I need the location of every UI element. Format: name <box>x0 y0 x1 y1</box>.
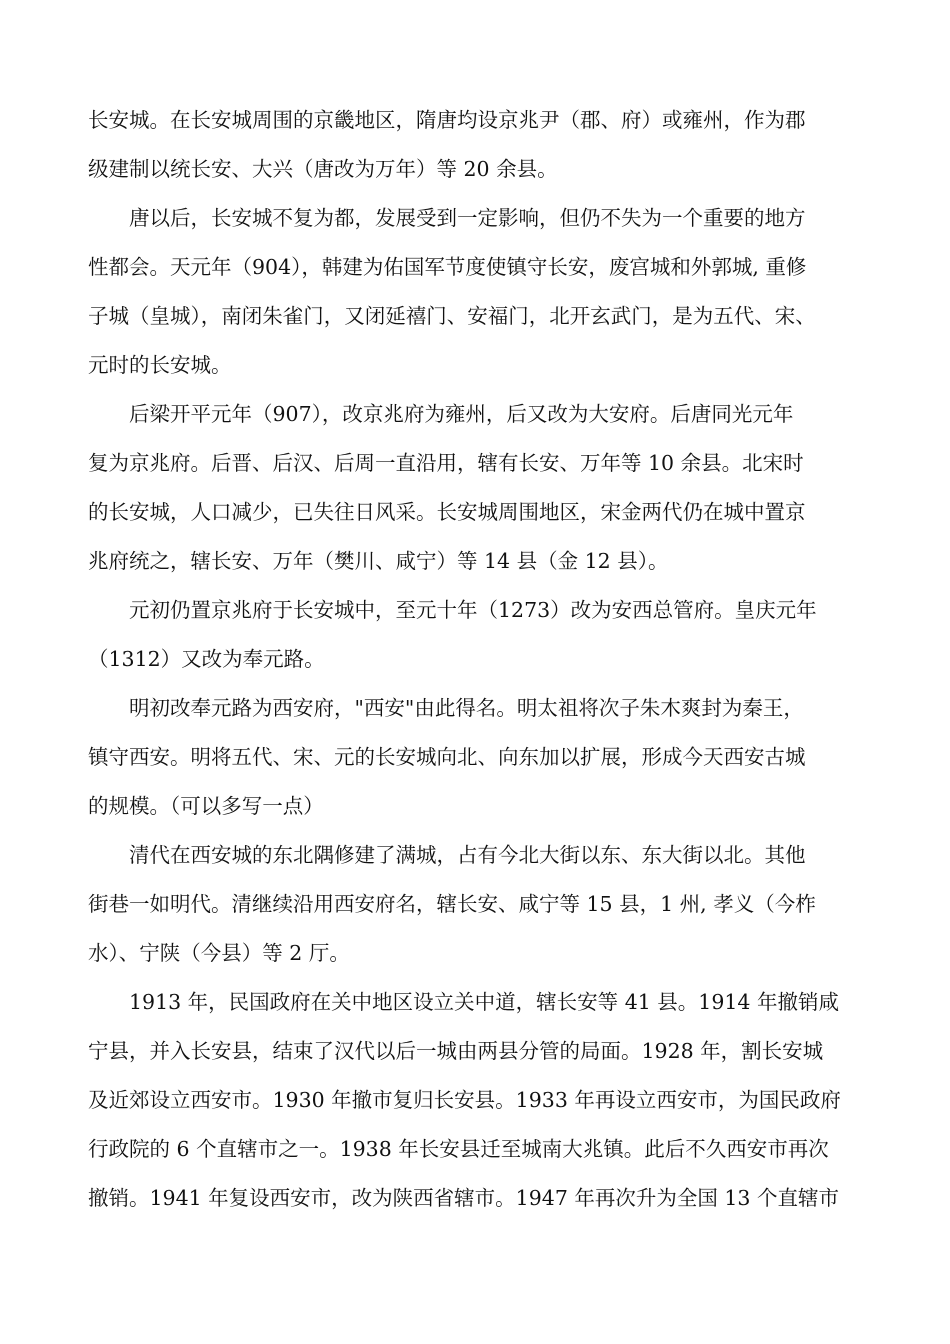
text-line: 及近郊设立西安市。1930 年撤市复归长安县。1933 年再设立西安市，为国民政府 <box>88 1088 841 1112</box>
text-line: 行政院的 6 个直辖市之一。1938 年长安县迁至城南大兆镇。此后不久西安市再次 <box>88 1137 829 1161</box>
text-line: 复为京兆府。后晋、后汉、后周一直沿用，辖有长安、万年等 10 余县。北宋时 <box>88 451 804 475</box>
text-line: （1312）又改为奉元路。 <box>88 647 325 671</box>
text-line: 的规模。（可以多写一点） <box>88 794 324 818</box>
text-line: 兆府统之，辖长安、万年（樊川、咸宁）等 14 县（金 12 县）。 <box>88 549 669 573</box>
text-line: 宁县，并入长安县，结束了汉代以后一城由两县分管的局面。1928 年，割长安城 <box>88 1039 824 1063</box>
text-line: 清代在西安城的东北隅修建了满城，占有今北大街以东、东大街以北。其他 <box>88 843 806 867</box>
text-line: 长安城。在长安城周围的京畿地区，隋唐均设京兆尹（郡、府）或雍州，作为郡 <box>88 108 806 132</box>
text-line: 元初仍置京兆府于长安城中，至元十年（1273）改为安西总管府。皇庆元年 <box>88 598 817 622</box>
text-line: 的长安城，人口减少，已失往日风采。长安城周围地区，宋金两代仍在城中置京 <box>88 500 806 524</box>
text-line: 1913 年，民国政府在关中地区设立关中道，辖长安等 41 县。1914 年撤销咸 <box>88 990 839 1014</box>
text-line: 后梁开平元年（907），改京兆府为雍州，后又改为大安府。后唐同光元年 <box>88 402 794 426</box>
text-line: 镇守西安。明将五代、宋、元的长安城向北、向东加以扩展，形成今天西安古城 <box>88 745 806 769</box>
document-body <box>88 96 878 1223</box>
text-line: 性都会。天元年（904），韩建为佑国军节度使镇守长安，废宫城和外郭城, 重修 <box>88 255 807 279</box>
text-line: 子城（皇城），南闭朱雀门，又闭延禧门、安福门，北开玄武门，是为五代、宋、 <box>88 304 816 328</box>
text-line: 明初改奉元路为西安府，"西安"由此得名。明太祖将次子朱木爽封为秦王， <box>88 696 804 720</box>
text-line: 唐以后，长安城不复为都，发展受到一定影响，但仍不失为一个重要的地方 <box>88 206 806 230</box>
text-line: 撤销。1941 年复设西安市，改为陕西省辖市。1947 年再次升为全国 13 个直辖市 <box>88 1186 839 1210</box>
text-line: 街巷一如明代。清继续沿用西安府名，辖长安、咸宁等 15 县，1 州, 孝义（今柞 <box>88 892 816 916</box>
text-line: 级建制以统长安、大兴（唐改为万年）等 20 余县。 <box>88 157 558 181</box>
text-line: 元时的长安城。 <box>88 353 232 377</box>
text-line: 水）、宁陕（今县）等 2 厅。 <box>88 941 350 965</box>
